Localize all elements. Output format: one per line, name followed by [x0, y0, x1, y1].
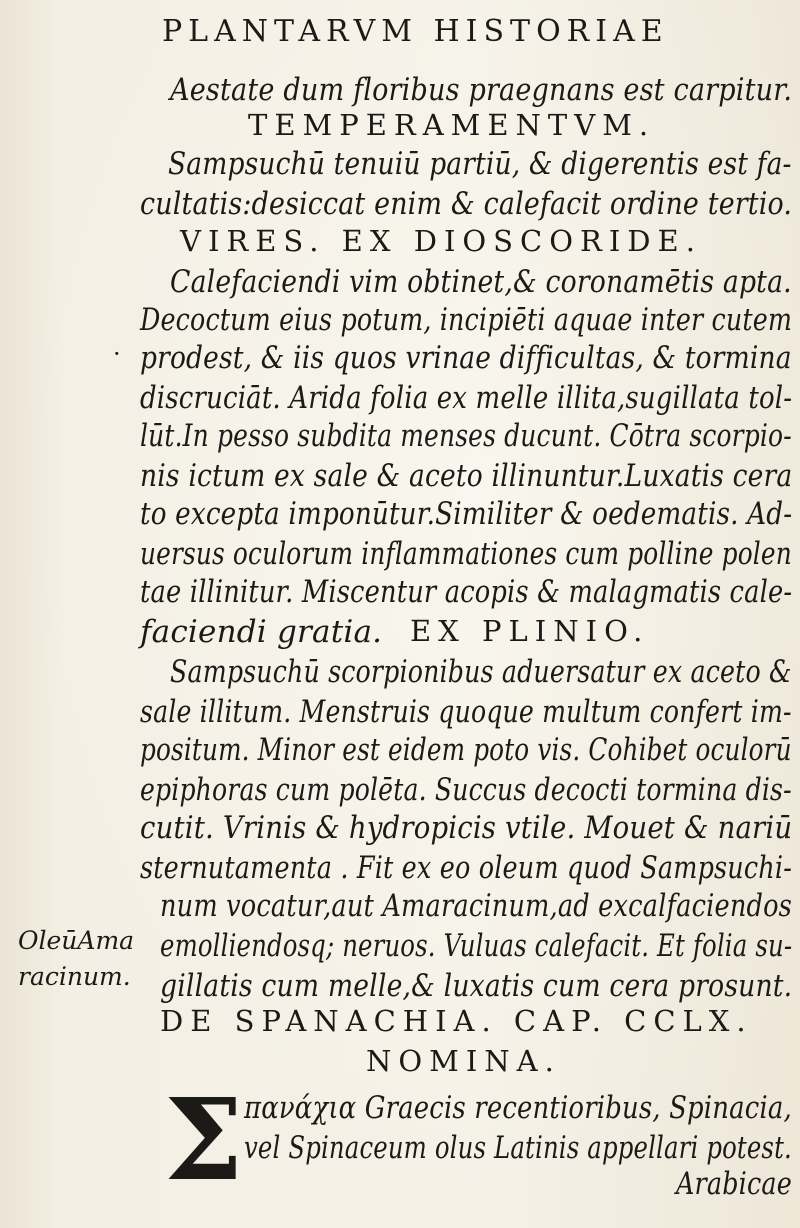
text-line: emolliendosq; neruos. Vuluas calefacit. Et folia su-	[160, 928, 793, 964]
text-line: Sampsuchū scorpionibus aduersatur ex aceto &	[170, 654, 792, 690]
text-line: nis ictum ex sale & aceto illinuntur.Luxatis cera	[140, 458, 793, 494]
text-line: prodest, & iis quos vrinae difficultas, & tormina	[140, 340, 792, 376]
section-heading-nomina: NOMINA.	[366, 1044, 561, 1078]
text-line: cultatis:desiccat enim & calefacit ordine tertio.	[140, 186, 793, 222]
text-line: vel Spinaceum olus Latinis appellari potest.	[244, 1130, 792, 1166]
section-heading-ex-plinio: EX PLINIO.	[410, 614, 650, 648]
text-line: uersus oculorum inflammationes cum polline polen	[140, 536, 792, 572]
section-heading-temperamentum: TEMPERAMENTVM.	[248, 108, 656, 142]
margin-note-line-1: OleūAma	[18, 926, 135, 955]
text-line: Aestate dum floribus praegnans est carpitur.	[170, 72, 793, 108]
text-line: Sampsuchū tenuiū partiū, & digerentis est fa-	[168, 146, 792, 182]
text-line: Arabicae	[676, 1166, 792, 1202]
text-line: discruciāt. Arida folia ex melle illita,sugillata tol-	[140, 380, 793, 416]
text-line: gillatis cum melle,& luxatis cum cera prosunt.	[160, 968, 793, 1004]
text-line: faciendi gratia.	[140, 614, 383, 650]
chapter-heading: DE SPANACHIA. CAP. CCLX.	[160, 1004, 753, 1038]
text-line: sale illitum. Menstruis quoque multum confert im-	[140, 694, 792, 730]
text-line: to excepta imponūtur.Similiter & oedematis. Ad-	[140, 496, 793, 532]
text-line: num vocatur,aut Amaracinum,ad excalfaciendos	[160, 888, 792, 924]
text-line: sternutamenta . Fit ex eo oleum quod Sampsuchi-	[140, 850, 792, 886]
text-line: Calefaciendi vim obtinet,& coronamētis apta.	[170, 264, 792, 300]
text-line: Decoctum eius potum, incipiēti aquae inter cutem	[140, 302, 793, 338]
text-line: πανάχια Graecis recentioribus, Spinacia,	[244, 1090, 792, 1126]
section-heading-vires: VIRES. EX DIOSCORIDE.	[180, 224, 702, 258]
margin-note-line-2: racinum.	[18, 962, 131, 991]
text-line: cutit. Vrinis & hydropicis vtile. Mouet & nariū	[140, 810, 793, 846]
text-line: tae illinitur. Miscentur acopis & malagmatis cale-	[140, 574, 793, 610]
initial-capital-sigma: Σ	[164, 1075, 244, 1206]
text-line: lūt.In pesso subdita menses ducunt. Cōtra scorpio-	[140, 418, 792, 454]
margin-mark: ·	[113, 340, 121, 368]
running-header: PLANTARVM HISTORIAE	[162, 14, 669, 49]
text-line: epiphoras cum polēta. Succus decocti tormina dis-	[140, 772, 792, 808]
text-line: positum. Minor est eidem poto vis. Cohibet oculorū	[140, 732, 792, 768]
